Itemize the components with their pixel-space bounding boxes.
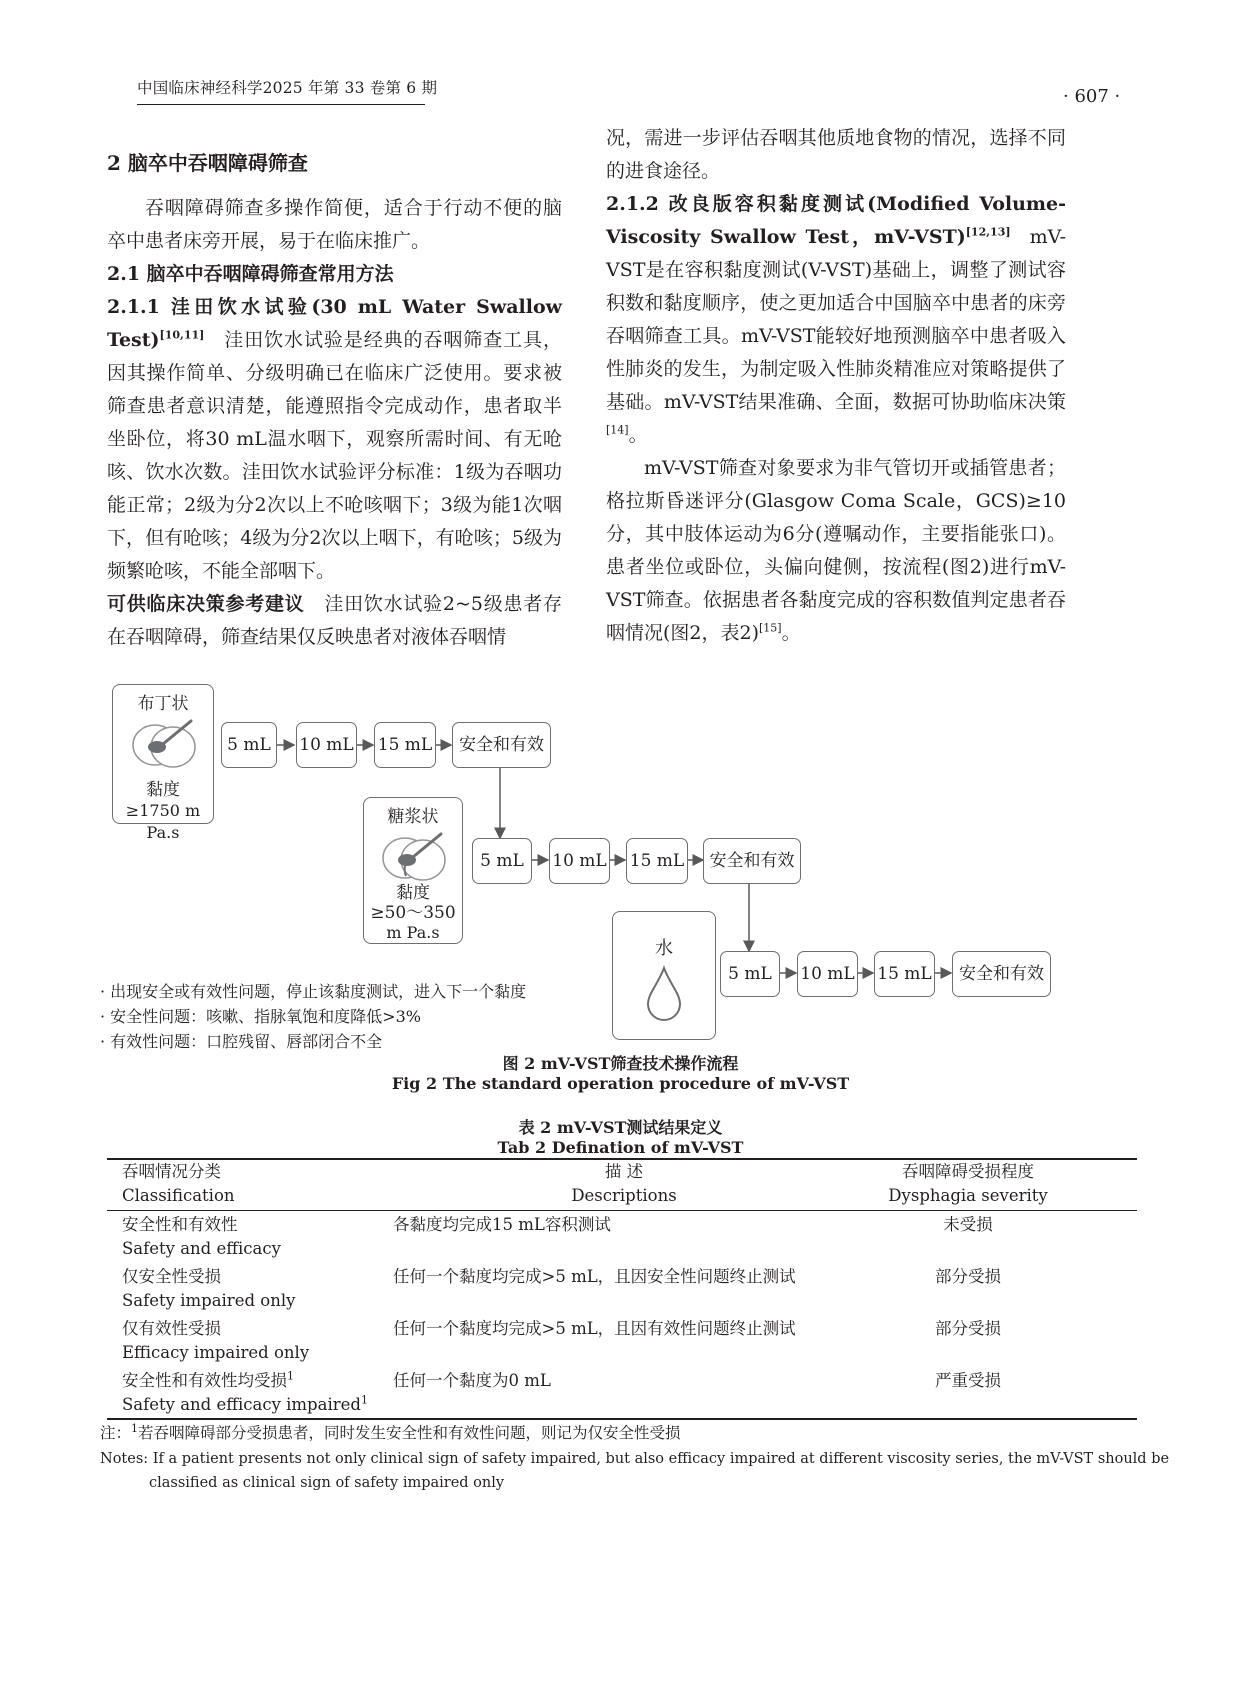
table-note-en-line1: Notes: If a patient presents not only clinical sign of safety impaired, but also efficacy impaired at different viscosity series, the mV-VST should be xyxy=(100,1451,1170,1467)
left-column xyxy=(107,139,562,654)
mvst-body: mV-VST是在容积黏度测试(V-VST)基础上，调整了测试容积数和黏度顺序，使之更加适合中国脑卒中患者的床旁吞咽筛查工具。mV-VST能较好地预测脑卒中患者吸入性肺炎的发生，为制定吸入性肺炎精准应对策略提供了基础。mV-VST结果准确、全面，数据可协助临床决策 xyxy=(606,226,1066,413)
wst-ref: [10,11] xyxy=(159,328,205,342)
header-en: Descriptions xyxy=(571,1186,677,1205)
header-en: Dysphagia severity xyxy=(888,1186,1048,1205)
row-footnote-mark: 1 xyxy=(287,1369,294,1383)
note-prefix: 注： xyxy=(100,1424,132,1442)
syrup-step-15ml: 15 mL xyxy=(626,838,688,884)
row-class-en xyxy=(122,1393,368,1417)
row-class-en: Safety and efficacy xyxy=(122,1239,281,1258)
row-severity: 未受损 xyxy=(943,1215,993,1234)
syrup-viscosity-unit: m Pa.s xyxy=(386,923,440,942)
row-footnote-mark: 1 xyxy=(360,1393,368,1407)
water-label: 水 xyxy=(655,938,673,959)
screening-ref: [15] xyxy=(759,621,782,635)
row-description: 任何一个黏度均完成>5 mL，且因有效性问题终止测试 xyxy=(393,1319,796,1338)
section-heading: 2 脑卒中吞咽障碍筛查 xyxy=(107,151,308,175)
mvst-ref: [12,13] xyxy=(965,225,1011,239)
table-row xyxy=(122,1265,295,1313)
advice-body: 洼田饮水试验2~5级患者存在吞咽障碍，筛查结果仅反映患者对液体吞咽情 xyxy=(107,593,562,648)
figure-caption-cn: 图 2 mV-VST筛查技术操作流程 xyxy=(502,1054,739,1073)
header-cn: 吞咽障碍受损程度 xyxy=(902,1162,1034,1181)
syrup-viscosity-value: ≥50～350 xyxy=(370,903,456,923)
running-head: 中国临床神经科学2025 年第 33 卷第 6 期 xyxy=(137,79,438,97)
wst-paragraph xyxy=(107,291,562,588)
table-header-rule xyxy=(107,1210,1137,1211)
mvst-end: 。 xyxy=(628,424,648,446)
water-drop-icon xyxy=(640,964,688,1024)
sub-heading: 2.1 脑卒中吞咽障碍筛查常用方法 xyxy=(107,263,394,285)
right-column xyxy=(606,122,1066,650)
table-bottom-rule xyxy=(107,1418,1137,1420)
figure-caption-en: Fig 2 The standard operation procedure of mV-VST xyxy=(391,1074,850,1093)
continuation-paragraph: 况，需进一步评估吞咽其他质地食物的情况，选择不同的进食途径。 xyxy=(606,127,1066,182)
header-rule xyxy=(137,104,425,105)
water-box xyxy=(612,911,716,1040)
row-description: 各黏度均完成15 mL容积测试 xyxy=(393,1215,611,1234)
spoon-bowl-icon xyxy=(375,828,451,884)
water-step-5ml: 5 mL xyxy=(720,951,780,997)
pudding-viscosity-box xyxy=(112,684,214,842)
spoon-bowl-icon xyxy=(125,715,201,771)
water-step-safe: 安全和有效 xyxy=(952,951,1051,997)
header-en: Classification xyxy=(122,1186,235,1205)
row-severity: 严重受损 xyxy=(935,1371,1001,1390)
row-class-en-text: Safety and efficacy impaired xyxy=(122,1395,361,1414)
syrup-step-safe: 安全和有效 xyxy=(703,838,801,884)
pudding-step-safe: 安全和有效 xyxy=(452,722,551,768)
mvst-paragraph xyxy=(606,188,1066,452)
pudding-step-15ml: 15 mL xyxy=(374,722,436,768)
note-footnote-mark: 1 xyxy=(131,1421,139,1435)
row-class-cn: 仅安全性受损 xyxy=(122,1267,221,1286)
note-text: 若吞咽障碍部分受损患者，同时发生安全性和有效性问题，则记为仅安全性受损 xyxy=(138,1424,681,1442)
screening-paragraph xyxy=(606,452,1066,650)
intro-paragraph: 吞咽障碍筛查多操作简便，适合于行动不便的脑卒中患者床旁开展，易于在临床推广。 xyxy=(107,197,562,252)
table-header-severity xyxy=(883,1160,1053,1208)
table-row xyxy=(122,1213,281,1261)
pudding-step-10ml: 10 mL xyxy=(296,722,357,768)
screening-end: 。 xyxy=(781,622,801,644)
row-description: 任何一个黏度均完成>5 mL，且因安全性问题终止测试 xyxy=(393,1267,796,1286)
wst-heading: 2.1.1 洼田饮水试验(30 mL Water Swallow Test) xyxy=(107,296,562,351)
row-severity: 部分受损 xyxy=(935,1267,1001,1286)
figure-note: · 有效性问题：口腔残留、唇部闭合不全 xyxy=(100,1032,383,1051)
page-number: · 607 · xyxy=(1063,86,1121,107)
table-header-classification xyxy=(122,1160,235,1208)
row-class-cn xyxy=(122,1369,368,1393)
advice-label: 可供临床决策参考建议 xyxy=(107,593,305,615)
table-note-cn xyxy=(100,1421,681,1445)
mvst-heading: 2.1.2 改良版容积黏度测试(Modified Volume-Viscosity Swallow Test，mV-VST) xyxy=(606,193,1066,248)
wst-body: 洼田饮水试验是经典的吞咽筛查工具，因其操作简单、分级明确已在临床广泛使用。要求被筛查患者意识清楚，能遵照指令完成动作，患者取半坐卧位，将30 mL温水咽下，观察所需时间、有无呛咳、饮水次数。洼田饮水试验评分标准：1级为吞咽功能正常；2级为分2次以上不呛咳咽下；3级为能1次咽下，但有呛咳；4级为分2次以上咽下，有呛咳；5级为频繁呛咳，不能全部咽下。 xyxy=(107,329,562,582)
syrup-viscosity-box xyxy=(363,797,463,944)
screening-body: mV-VST筛查对象要求为非气管切开或插管患者；格拉斯昏迷评分(Glasgow Coma Scale，GCS)≥10分，其中肢体运动为6分(遵嘱动作，主要指能张口)。患者坐位或卧位，头偏向健侧，按流程(图2)进行mV-VST筛查。依据患者各黏度完成的容积数值判定患者吞咽情况(图2，表2) xyxy=(606,457,1066,644)
syrup-viscosity-label: 黏度 xyxy=(396,883,430,903)
pudding-viscosity-value: ≥1750 m Pa.s xyxy=(125,801,201,842)
pudding-viscosity-label: 黏度 xyxy=(146,780,180,800)
header-cn: 描 述 xyxy=(604,1162,644,1181)
row-class-en: Efficacy impaired only xyxy=(122,1343,310,1362)
figure-note: · 出现安全或有效性问题，停止该黏度测试，进入下一个黏度 xyxy=(100,982,527,1001)
water-step-10ml: 10 mL xyxy=(797,951,858,997)
header-cn: 吞咽情况分类 xyxy=(122,1162,221,1181)
syrup-label: 糖浆状 xyxy=(387,807,439,827)
table-note-en-line2: classified as clinical sign of safety impaired only xyxy=(149,1475,505,1491)
mvst-ref2: [14] xyxy=(606,423,629,437)
figure-note: · 安全性问题：咳嗽、指脉氧饱和度降低>3% xyxy=(100,1007,421,1026)
syrup-step-5ml: 5 mL xyxy=(472,838,532,884)
row-severity: 部分受损 xyxy=(935,1319,1001,1338)
row-class-cn: 安全性和有效性 xyxy=(122,1215,238,1234)
syrup-step-10ml: 10 mL xyxy=(549,838,610,884)
table-title-en: Tab 2 Defination of mV-VST xyxy=(497,1138,744,1157)
pudding-step-5ml: 5 mL xyxy=(221,722,277,768)
row-class-cn-text: 安全性和有效性均受损 xyxy=(122,1371,287,1390)
row-class-cn: 仅有效性受损 xyxy=(122,1319,221,1338)
table-row xyxy=(122,1317,309,1365)
pudding-label: 布丁状 xyxy=(137,694,189,714)
row-description: 任何一个黏度为0 mL xyxy=(393,1371,551,1390)
table-header-descriptions xyxy=(524,1160,724,1208)
advice-paragraph xyxy=(107,588,562,654)
table-title-cn: 表 2 mV-VST测试结果定义 xyxy=(518,1118,723,1137)
row-class-en: Safety impaired only xyxy=(122,1291,296,1310)
water-step-15ml: 15 mL xyxy=(874,951,935,997)
table-row xyxy=(122,1369,368,1417)
